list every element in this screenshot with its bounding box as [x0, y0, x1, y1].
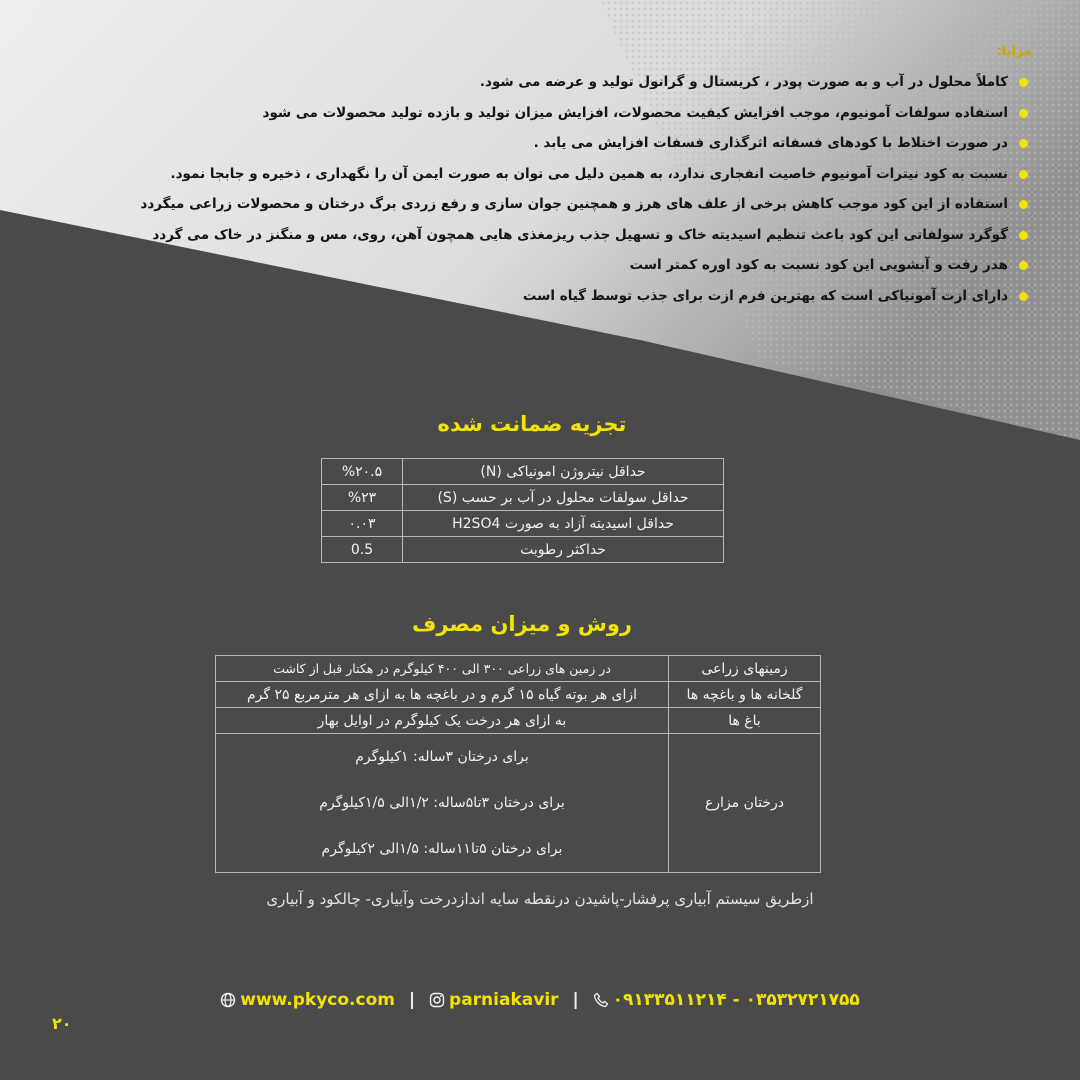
analysis-value: %۲۰.۵ [322, 459, 403, 485]
bullet-icon [1019, 78, 1028, 87]
analysis-name: حداقل نیتروژن امونیاکی (N) [403, 459, 724, 485]
separator: | [572, 990, 579, 1010]
analysis-value: 0.5 [322, 537, 403, 563]
benefit-text: دارای ازت آمونیاکی است که بهترین فرم ازت برای جذب توسط گیاه است [522, 287, 1008, 304]
benefit-text: هدر رفت و آبشویی این کود نسبت به کود اوره کمتر است [629, 257, 1008, 273]
usage-place: درختان مزارع [669, 734, 821, 873]
benefit-text: کاملاً محلول در آب و به صورت پودر ، کریستال و گرانول تولید و عرضه می شود. [479, 74, 1008, 90]
benefit-text: استفاده از این کود موجب کاهش برخی از علف های هرز و همچنین جوان سازی و رفع زردی برگ درختان و محصولات زراعی میگردد [140, 196, 1008, 212]
list-item [140, 189, 1032, 220]
analysis-name: حداقل اسیدیته آزاد به صورت H2SO4 [403, 511, 724, 537]
table-row [322, 511, 724, 537]
usage-desc-line: برای درختان ۳تا۵ساله: ۱/۲الی ۱/۵کیلوگرم [319, 795, 565, 811]
bullet-icon [1019, 139, 1028, 148]
benefit-text: در صورت اختلاط با کودهای فسفاته اثرگذاری فسفات افزایش می یابد . [533, 135, 1008, 151]
analysis-value: %۲۳ [322, 485, 403, 511]
phone-text: ۰۹۱۳۳۵۱۱۲۱۴ - ۰۳۵۳۲۷۲۱۷۵۵ [612, 990, 860, 1010]
table-row [216, 682, 821, 708]
table-row [216, 734, 821, 873]
footer-contact [0, 990, 1080, 1010]
usage-desc-line: برای درختان ۳ساله: ۱کیلوگرم [355, 749, 529, 765]
list-item [192, 250, 1032, 281]
usage-desc [216, 734, 669, 873]
list-item [170, 159, 1032, 190]
benefits-title: مزایا: [996, 44, 1032, 59]
table-row [216, 656, 821, 682]
analysis-name: حداقل سولفات محلول در آب بر حسب (S) [403, 485, 724, 511]
bullet-icon [1019, 261, 1028, 270]
usage-title: روش و میزان مصرف [411, 612, 633, 636]
globe-icon [220, 992, 236, 1008]
bullet-icon [1019, 292, 1028, 301]
benefit-text: نسبت به کود نیترات آمونیوم خاصیت انفجاری ندارد، به همین دلیل می توان به صورت ایمن آن را نگهداری ، ذخیره و جابجا نمود. [170, 165, 1008, 182]
benefit-list [140, 67, 1032, 311]
list-item [192, 281, 1032, 312]
usage-place: گلخانه ها و باغچه ها [669, 682, 821, 708]
usage-desc-line: برای درختان ۵تا۱۱ساله: ۱/۵الی ۲کیلوگرم [321, 841, 563, 857]
instagram-link[interactable] [429, 990, 559, 1010]
phone-icon [593, 992, 609, 1008]
table-row [322, 537, 724, 563]
analysis-name: حداکثر رطوبت [403, 537, 724, 563]
usage-desc: ازای هر بوته گیاه ۱۵ گرم و در باغچه ها به ازای هر مترمربع ۲۵ گرم [216, 682, 669, 708]
instagram-icon [429, 992, 445, 1008]
usage-table [215, 655, 821, 873]
table-row [322, 485, 724, 511]
benefit-text: گوگرد سولفاتی این کود باعث تنظیم اسیدیته خاک و تسهیل جذب ریزمغذی هایی همچون آهن، روی، مس و منگنز در خاک می گردد [152, 226, 1008, 243]
usage-place: زمینهای زراعی [669, 656, 821, 682]
application-note: ازطریق سیستم آبیاری پرفشار-پاشیدن درنقطه سایه اندازدرخت وآبیاری- چالکود و آبیاری [266, 890, 814, 908]
usage-desc: به ازای هر درخت یک کیلوگرم در اوایل بهار [216, 708, 669, 734]
usage-place: باغ ها [669, 708, 821, 734]
analysis-table [321, 458, 724, 563]
analysis-title: تجزیه ضمانت شده [437, 412, 627, 436]
instagram-text: parniakavir [449, 990, 559, 1010]
bullet-icon [1019, 200, 1028, 209]
list-item [192, 128, 1032, 159]
bullet-icon [1019, 109, 1028, 118]
bullet-icon [1019, 231, 1028, 240]
benefits-section [140, 44, 1032, 311]
benefit-text: استفاده سولفات آمونیوم، موجب افزایش کیفیت محصولات، افزایش میزان تولید و بازده تولید محصولات می شود [262, 104, 1008, 121]
website-text: www.pkyco.com [240, 990, 395, 1010]
list-item [192, 67, 1032, 98]
phone-link[interactable] [593, 990, 860, 1010]
website-link[interactable] [220, 990, 395, 1010]
list-item [192, 98, 1032, 129]
list-item [152, 220, 1032, 251]
page-number: ۲۰ [52, 1014, 72, 1033]
analysis-value: ۰.۰۳ [322, 511, 403, 537]
usage-desc: در زمین های زراعی ۳۰۰ الی ۴۰۰ کیلوگرم در هکتار قبل از کاشت [216, 656, 669, 682]
table-row [322, 459, 724, 485]
separator: | [408, 990, 416, 1010]
table-row [216, 708, 821, 734]
bullet-icon [1019, 170, 1028, 179]
